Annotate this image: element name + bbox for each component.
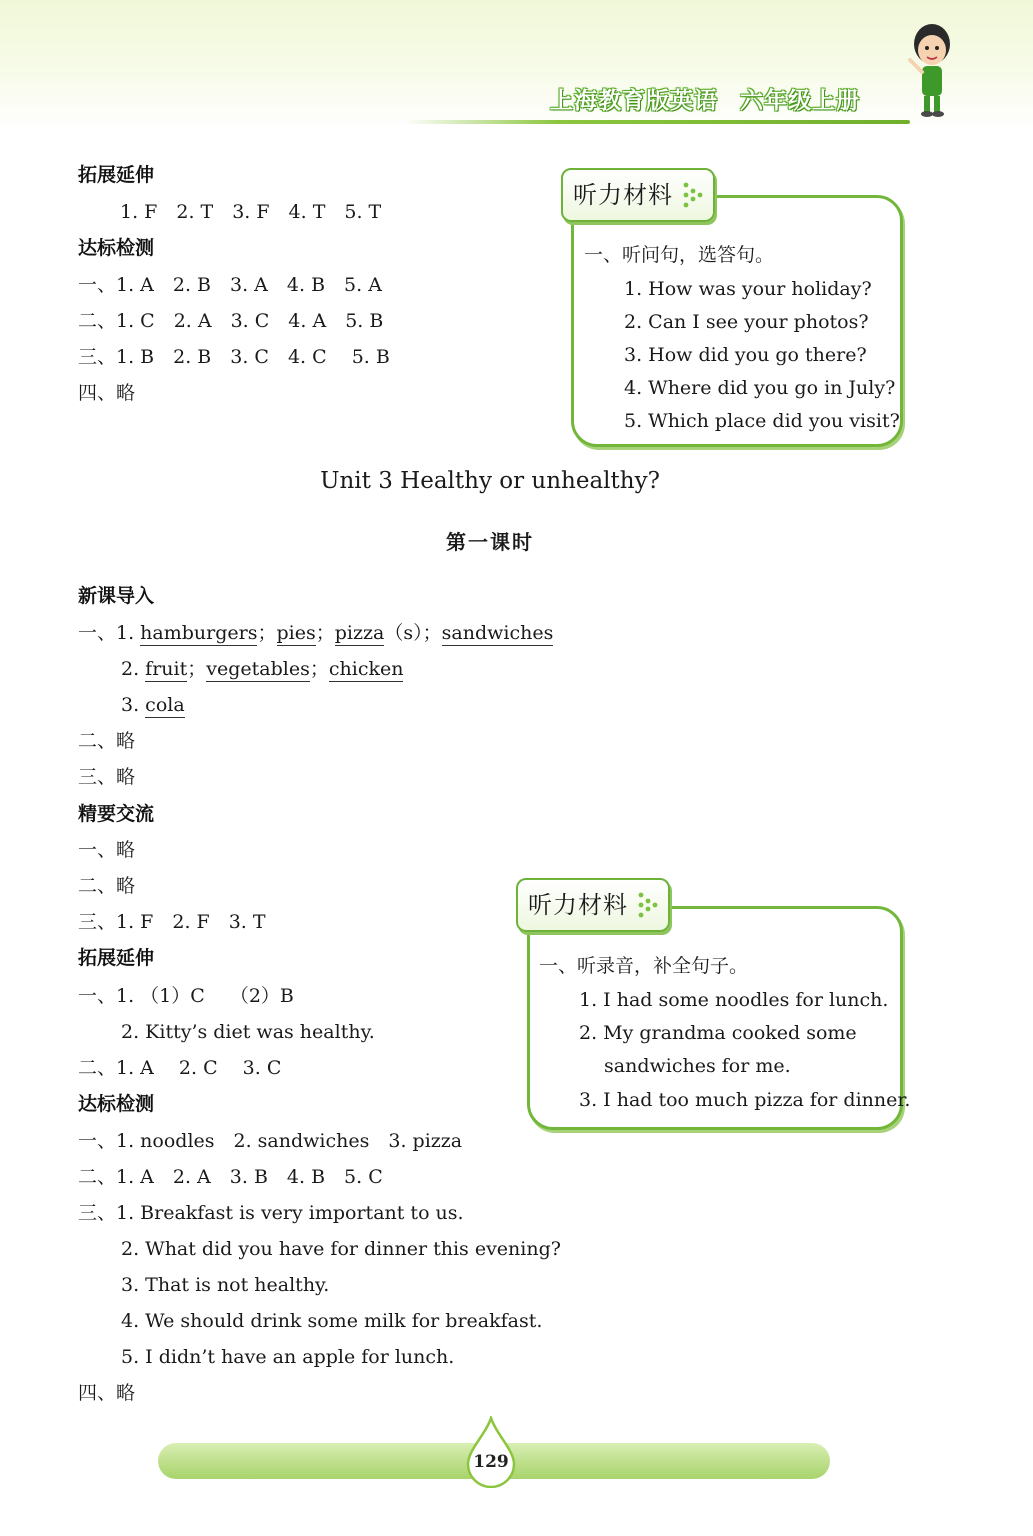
plural-suffix: （s）: [384, 622, 423, 644]
line-prefix: 3.: [121, 694, 146, 716]
answer-word: fruit: [145, 658, 188, 680]
answer-line: 三、略: [78, 766, 136, 788]
tab-label: 听力材料: [573, 181, 673, 209]
answer-line-words: [78, 621, 553, 645]
section-heading-xinke: 新课导入: [78, 585, 155, 607]
separator: ；: [257, 622, 277, 644]
header-book: 上海教育版英语: [550, 88, 718, 114]
listening-heading: 一、听录音，补全句子。: [539, 955, 749, 977]
answer-word: sandwiches: [441, 622, 554, 644]
answer-line: 四、略: [78, 382, 136, 404]
unit-title: Unit 3 Healthy or unhealthy?: [320, 468, 660, 494]
answer-line: 二、略: [78, 730, 136, 752]
separator: ；: [309, 658, 329, 680]
answer-line: 三、1. B 2. B 3. C 4. C 5. B: [78, 346, 390, 368]
section-heading-dabiao: 达标检测: [78, 237, 155, 259]
listening-item: 3. I had too much pizza for dinner.: [579, 1089, 911, 1111]
answer-line-words: [121, 657, 403, 681]
answer-line: 三、1. Breakfast is very important to us.: [78, 1202, 464, 1224]
page-number: 129: [473, 1452, 509, 1472]
section-heading-jingyao: 精要交流: [78, 803, 155, 825]
listening-item: 3. How did you go there?: [624, 344, 867, 366]
line-prefix: 一、1.: [78, 622, 141, 644]
answer-line: 二、1. A 2. C 3. C: [78, 1057, 282, 1079]
header-grade: 六年级上册: [740, 88, 860, 114]
line-prefix: 2.: [121, 658, 146, 680]
listening-heading: 一、听问句，选答句。: [584, 244, 775, 266]
listening-item: 5. Which place did you visit?: [624, 410, 900, 432]
section-heading-dabiao: 达标检测: [78, 1093, 155, 1115]
section-heading-tuozhan: 拓展延伸: [78, 164, 155, 186]
header-underline: [405, 120, 910, 124]
answer-line: 一、1. （1）C （2）B: [78, 985, 294, 1007]
listening-item: 2. My grandma cooked some: [579, 1022, 857, 1044]
section-heading-tuozhan: 拓展延伸: [78, 947, 155, 969]
listening-material-tab: [516, 878, 670, 932]
answer-line: 一、1. noodles 2. sandwiches 3. pizza: [78, 1130, 463, 1152]
answer-line: 5. I didn’t have an apple for lunch.: [121, 1346, 455, 1368]
answer-word: hamburgers: [140, 622, 258, 644]
separator: ；: [315, 622, 335, 644]
answer-line: 三、1. F 2. F 3. T: [78, 911, 266, 933]
answer-word: cola: [145, 694, 185, 716]
answer-line: 2. What did you have for dinner this evening?: [121, 1238, 561, 1260]
answer-line: 二、1. A 2. A 3. B 4. B 5. C: [78, 1166, 383, 1188]
listening-material-tab: [561, 168, 715, 222]
listening-item: 1. I had some noodles for lunch.: [579, 989, 889, 1011]
listening-item: sandwiches for me.: [604, 1055, 791, 1077]
answer-line: 四、略: [78, 1382, 136, 1404]
answer-line: 一、1. A 2. B 3. A 4. B 5. A: [78, 274, 382, 296]
boy-mascot-illustration: [902, 20, 962, 120]
arrow-dots-icon: [636, 890, 664, 920]
answer-line: 2. Kitty’s diet was healthy.: [121, 1021, 375, 1043]
answer-line: 3. That is not healthy.: [121, 1274, 330, 1296]
answer-line: 二、略: [78, 875, 136, 897]
tab-label: 听力材料: [528, 891, 628, 919]
answer-word: pizza: [334, 622, 385, 644]
separator: ；: [187, 658, 207, 680]
arrow-dots-icon: [681, 180, 709, 210]
header-title: [550, 82, 890, 115]
listening-item: 2. Can I see your photos?: [624, 311, 869, 333]
listening-item: 1. How was your holiday?: [624, 278, 872, 300]
answer-word: vegetables: [206, 658, 310, 680]
answer-line: 4. We should drink some milk for breakfast.: [121, 1310, 543, 1332]
answer-line-words: [121, 693, 185, 717]
answer-word: pies: [276, 622, 316, 644]
answer-line: 1. F 2. T 3. F 4. T 5. T: [120, 201, 382, 223]
lesson-title: 第一课时: [446, 530, 534, 554]
separator: ；: [422, 622, 442, 644]
answer-line: 一、略: [78, 839, 136, 861]
answer-line: 二、1. C 2. A 3. C 4. A 5. B: [78, 310, 384, 332]
answer-word: chicken: [328, 658, 404, 680]
listening-item: 4. Where did you go in July?: [624, 377, 896, 399]
